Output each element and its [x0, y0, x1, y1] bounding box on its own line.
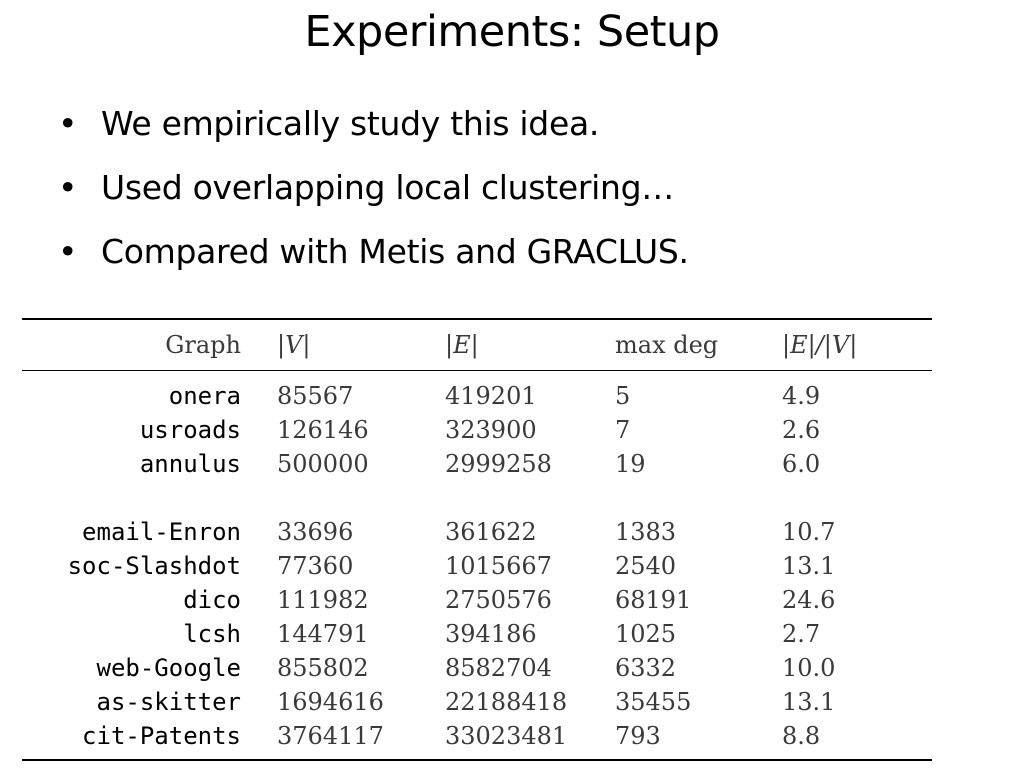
cell-vertices: 1694616 — [277, 688, 384, 716]
cell-graph-name: lcsh — [183, 620, 241, 648]
cell-edges: 22188418 — [445, 688, 568, 716]
bullet-text: We empirically study this idea. — [101, 104, 600, 143]
cell-max-degree: 7 — [615, 416, 631, 444]
cell-graph-name: soc-Slashdot — [67, 552, 241, 580]
cell-ratio: 13.1 — [782, 552, 836, 580]
cell-edges: 2999258 — [445, 450, 552, 478]
cell-vertices: 126146 — [277, 416, 369, 444]
bullet-item — [58, 96, 689, 160]
table-row — [22, 549, 932, 583]
graph-statistics-table-container — [22, 318, 932, 761]
cell-ratio: 4.9 — [782, 382, 821, 410]
bullet-item — [58, 224, 689, 288]
cell-edges: 33023481 — [445, 722, 568, 750]
cell-edges: 361622 — [445, 518, 537, 546]
table-row — [22, 371, 932, 414]
bullet-text: Compared with Metis and GRACLUS. — [101, 232, 689, 271]
cell-ratio: 24.6 — [782, 586, 836, 614]
cell-graph-name: onera — [168, 382, 241, 410]
group-spacer-cell — [22, 481, 932, 515]
cell-edges: 8582704 — [445, 654, 552, 682]
cell-edges: 394186 — [445, 620, 537, 648]
cell-max-degree: 35455 — [615, 688, 692, 716]
cell-graph-name: as-skitter — [96, 688, 241, 716]
bullet-dot-icon: • — [58, 168, 78, 207]
table-body — [22, 371, 932, 761]
cell-edges: 1015667 — [445, 552, 552, 580]
graph-statistics-table — [22, 318, 932, 761]
cell-graph-name: annulus — [139, 450, 241, 478]
cell-ratio: 2.7 — [782, 620, 821, 648]
cell-max-degree: 68191 — [615, 586, 692, 614]
table-row — [22, 413, 932, 447]
cell-edges: 419201 — [445, 382, 537, 410]
cell-ratio: 6.0 — [782, 450, 821, 478]
cell-max-degree: 793 — [615, 722, 661, 750]
cell-ratio: 2.6 — [782, 416, 821, 444]
cell-graph-name: usroads — [139, 416, 241, 444]
bullet-dot-icon: • — [58, 232, 78, 271]
header-graph: Graph — [22, 319, 277, 371]
cell-max-degree: 1383 — [615, 518, 677, 546]
table-row — [22, 447, 932, 481]
cell-edges: 323900 — [445, 416, 537, 444]
cell-ratio: 10.0 — [782, 654, 836, 682]
cell-graph-name: dico — [183, 586, 241, 614]
table-row — [22, 651, 932, 685]
table-row — [22, 719, 932, 760]
slide-title: Experiments: Setup — [304, 7, 720, 57]
group-spacer-row — [22, 481, 932, 515]
bullet-list — [58, 96, 689, 288]
cell-max-degree: 1025 — [615, 620, 677, 648]
cell-vertices: 144791 — [277, 620, 369, 648]
cell-vertices: 33696 — [277, 518, 354, 546]
header-edges: |E| — [445, 319, 615, 371]
cell-max-degree: 19 — [615, 450, 646, 478]
header-vertices: |V| — [277, 319, 445, 371]
cell-vertices: 500000 — [277, 450, 369, 478]
header-edge-vertex-ratio: |E|/|V| — [782, 319, 932, 371]
cell-graph-name: cit-Patents — [82, 722, 241, 750]
cell-max-degree: 6332 — [615, 654, 677, 682]
cell-ratio: 13.1 — [782, 688, 836, 716]
bullet-text: Used overlapping local clustering… — [101, 168, 674, 207]
table-row — [22, 617, 932, 651]
cell-vertices: 3764117 — [277, 722, 384, 750]
table-header — [22, 319, 932, 371]
cell-vertices: 85567 — [277, 382, 354, 410]
cell-ratio: 10.7 — [782, 518, 836, 546]
header-max-degree: max deg — [615, 319, 782, 371]
table-row — [22, 515, 932, 549]
cell-vertices: 111982 — [277, 586, 369, 614]
table-row — [22, 685, 932, 719]
cell-vertices: 855802 — [277, 654, 369, 682]
cell-edges: 2750576 — [445, 586, 552, 614]
bullet-dot-icon: • — [58, 104, 78, 143]
bullet-item — [58, 160, 689, 224]
cell-ratio: 8.8 — [782, 722, 821, 750]
cell-max-degree: 2540 — [615, 552, 677, 580]
cell-vertices: 77360 — [277, 552, 354, 580]
header-row — [22, 319, 932, 371]
table-row — [22, 583, 932, 617]
cell-max-degree: 5 — [615, 382, 631, 410]
cell-graph-name: web-Google — [96, 654, 241, 682]
cell-graph-name: email-Enron — [82, 518, 241, 546]
